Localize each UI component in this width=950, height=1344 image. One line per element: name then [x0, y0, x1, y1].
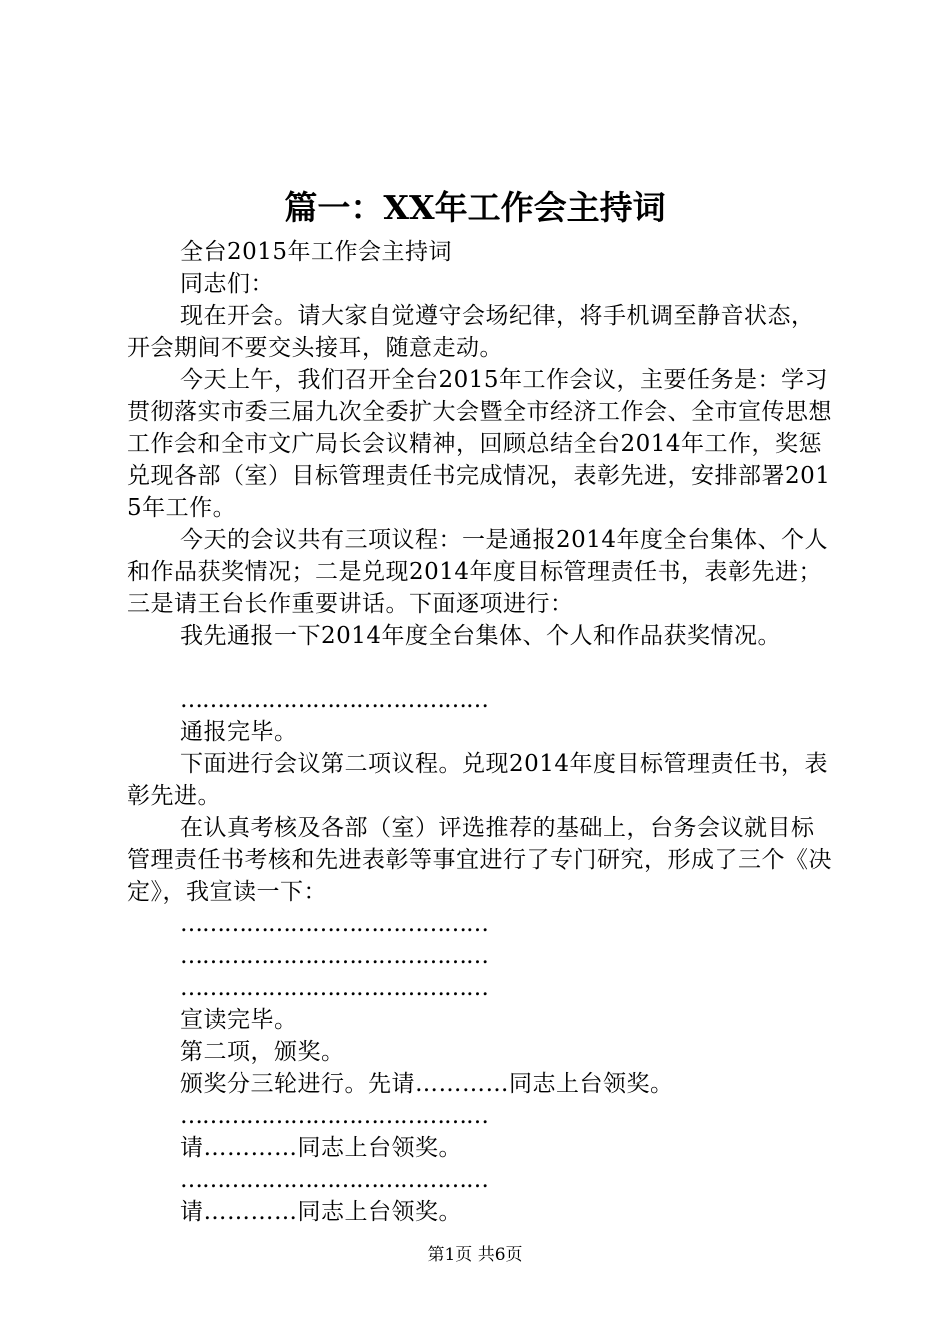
- paragraph-award-round-1: 颁奖分三轮进行。先请…………同志上台领奖。: [180, 1071, 674, 1097]
- document-title: 篇一：XX年工作会主持词: [284, 188, 666, 227]
- ellipsis-line: ……………………………………: [180, 911, 488, 937]
- paragraph-award-round-2: 请…………同志上台领奖。: [180, 1135, 462, 1161]
- paragraph-award-round-3: 请…………同志上台领奖。: [180, 1199, 462, 1225]
- ellipsis-line: ……………………………………: [180, 975, 488, 1001]
- ellipsis-line: ……………………………………: [180, 687, 488, 713]
- paragraph-tasks: 今天上午，我们召开全台2015年工作会议，主要任务是：学习贯彻落实市委三届九次全委扩大会暨全市经济工作会、全市宣传思想工作会和全市文广局长会议精神，回顾总结全台2014年工作，奖惩兑现各部（室）目标管理责任书完成情况，表彰先进，安排部署2015年工作。: [127, 367, 832, 521]
- paragraph-announce-done: 通报完毕。: [180, 719, 298, 745]
- paragraph-award-item: 第二项，颁奖。: [180, 1039, 345, 1065]
- ellipsis-line: ……………………………………: [180, 1167, 488, 1193]
- paragraph-announce: 我先通报一下2014年度全台集体、个人和作品获奖情况。: [180, 623, 782, 649]
- document-body: [127, 236, 832, 1228]
- paragraph-salutation: 同志们：: [180, 271, 274, 297]
- paragraph-decisions: 在认真考核及各部（室）评选推荐的基础上，台务会议就目标管理责任书考核和先进表彰等事宜进行了专门研究，形成了三个《决定》，我宣读一下：: [127, 815, 832, 905]
- paragraph-heading: 全台2015年工作会主持词: [180, 239, 453, 265]
- spacer: [127, 652, 832, 684]
- paragraph-second-agenda: 下面进行会议第二项议程。兑现2014年度目标管理责任书，表彰先进。: [127, 751, 829, 809]
- paragraph-agenda: 今天的会议共有三项议程：一是通报2014年度全台集体、个人和作品获奖情况；二是兑现2014年度目标管理责任书，表彰先进；三是请王台长作重要讲话。下面逐项进行：: [127, 527, 829, 617]
- ellipsis-line: ……………………………………: [180, 943, 488, 969]
- page-footer: 第1页 共6页: [427, 1245, 523, 1265]
- paragraph-read-done: 宣读完毕。: [180, 1007, 298, 1033]
- ellipsis-line: ……………………………………: [180, 1103, 488, 1129]
- paragraph-opening: 现在开会。请大家自觉遵守会场纪律，将手机调至静音状态，开会期间不要交头接耳，随意走动。: [127, 303, 815, 361]
